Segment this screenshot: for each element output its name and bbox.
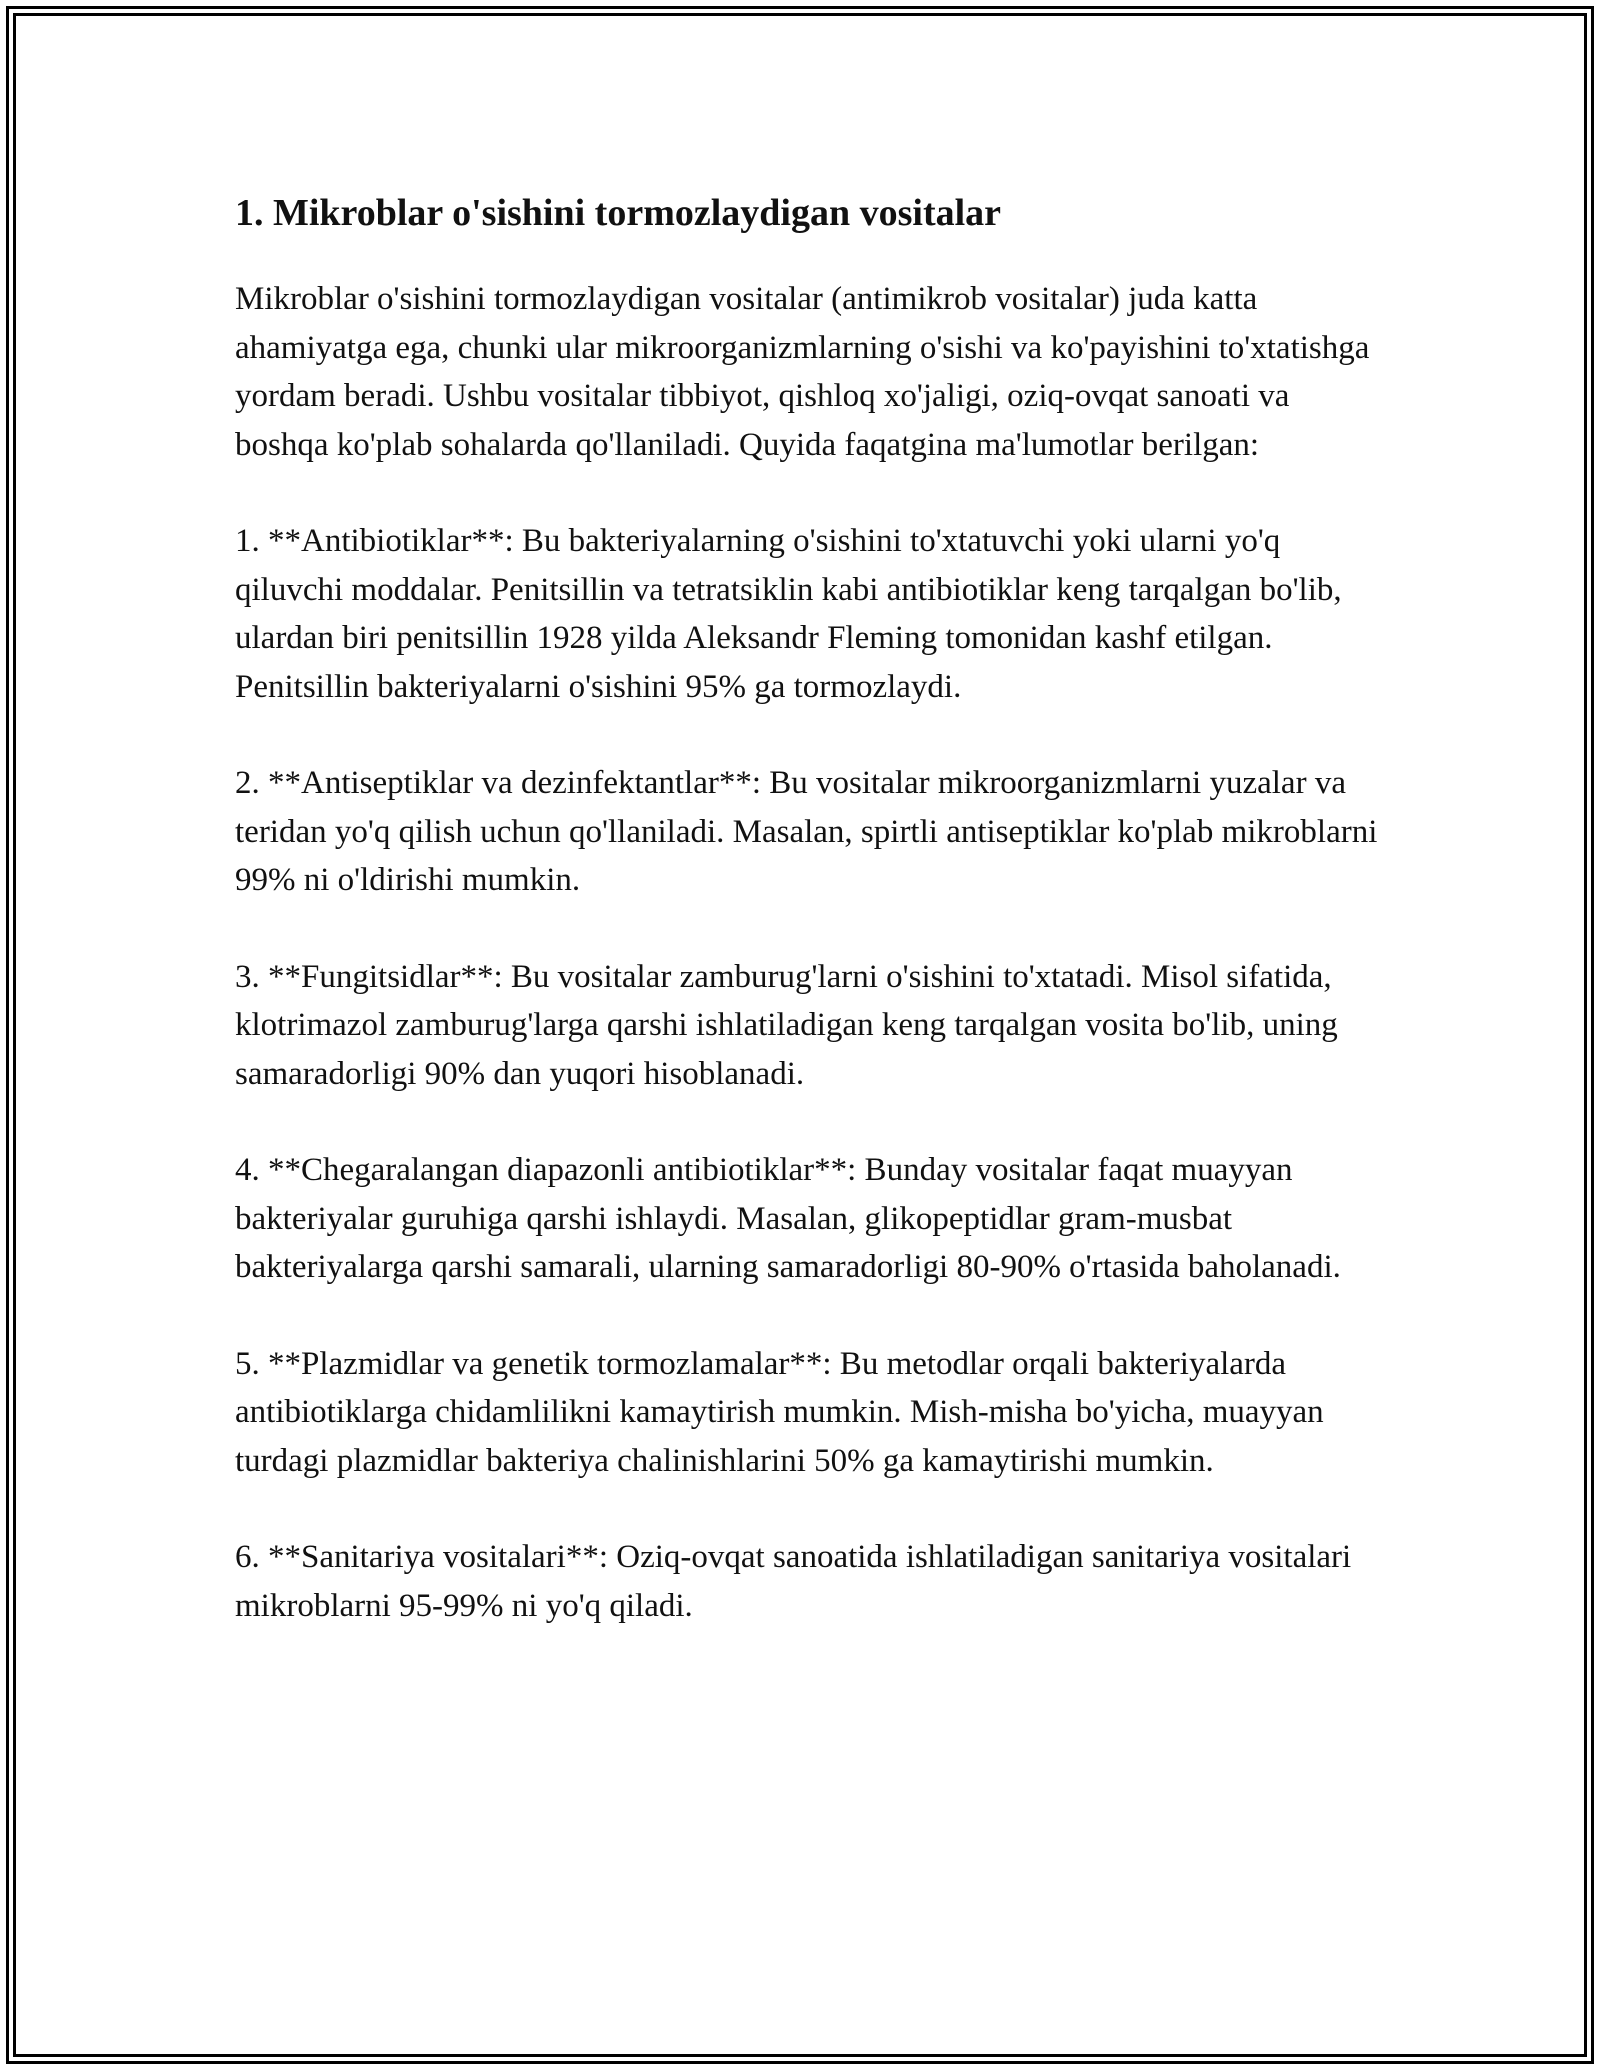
list-item-sanitariya: 6. **Sanitariya vositalari**: Oziq-ovqat sanoatida ishlatiladigan sanitariya vositalari mikroblarni 95-99% ni yo'q qiladi. <box>235 1539 1352 1624</box>
intro-paragraph: Mikroblar o'sishini tormozlaydigan vositalar (antimikrob vositalar) juda katta ahamiyatga ega, chunki ular mikroorganizmlarning o'sishi va ko'payishini to'xtatishga yordam beradi. Ushbu vositalar tibbiyot, qishloq xo'jaligi, oziq-ovqat sanoati va boshqa ko'plab sohalarda qo'llaniladi. Quyida faqatgina ma'lumotlar berilgan: <box>235 281 1370 463</box>
list-item-antiseptiklar: 2. **Antiseptiklar va dezinfektantlar**: Bu vositalar mikroorganizmlarni yuzalar va teridan yo'q qilish uchun qo'llaniladi. Masalan, spirtli antiseptiklar ko'plab mikroblarni 99% ni o'ldirishi mumkin. <box>235 765 1378 898</box>
document-title: 1. Mikroblar o'sishini tormozlaydigan vositalar <box>235 192 1002 234</box>
list-item-antibiotiklar: 1. **Antibiotiklar**: Bu bakteriyalarning o'sishini to'xtatuvchi yoki ularni yo'q qiluvchi moddalar. Penitsillin va tetratsiklin kabi antibiotiklar keng tarqalgan bo'lib, ulardan biri penitsillin 1928 yilda Aleksandr Fleming tomonidan kashf etilgan. Penitsillin bakteriyalarni o'sishini 95% ga tormozlaydi. <box>235 523 1342 705</box>
document-body <box>235 185 1385 1678</box>
list-item-fungitsidlar: 3. **Fungitsidlar**: Bu vositalar zamburug'larni o'sishini to'xtatadi. Misol sifatida, klotrimazol zamburug'larga qarshi ishlatiladigan keng tarqalgan vosita bo'lib, uning samaradorligi 90% dan yuqori hisoblanadi. <box>235 958 1338 1092</box>
list-item-plazmidlar: 5. **Plazmidlar va genetik tormozlamalar**: Bu metodlar orqali bakteriyalarda antibiotiklarga chidamlilikni kamaytirish mumkin. Mish-misha bo'yicha, muayyan turdagi plazmidlar bakteriya chalinishlarini 50% ga kamaytirishi mumkin. <box>235 1345 1324 1479</box>
list-item-chegaralangan-antibiotiklar: 4. **Chegaralangan diapazonli antibiotiklar**: Bunday vositalar faqat muayyan bakteriyalar guruhiga qarshi ishlaydi. Masalan, glikopeptidlar gram-musbat bakteriyalarga qarshi samarali, ularning samaradorligi 80-90% o'rtasida baholanadi. <box>235 1152 1341 1285</box>
